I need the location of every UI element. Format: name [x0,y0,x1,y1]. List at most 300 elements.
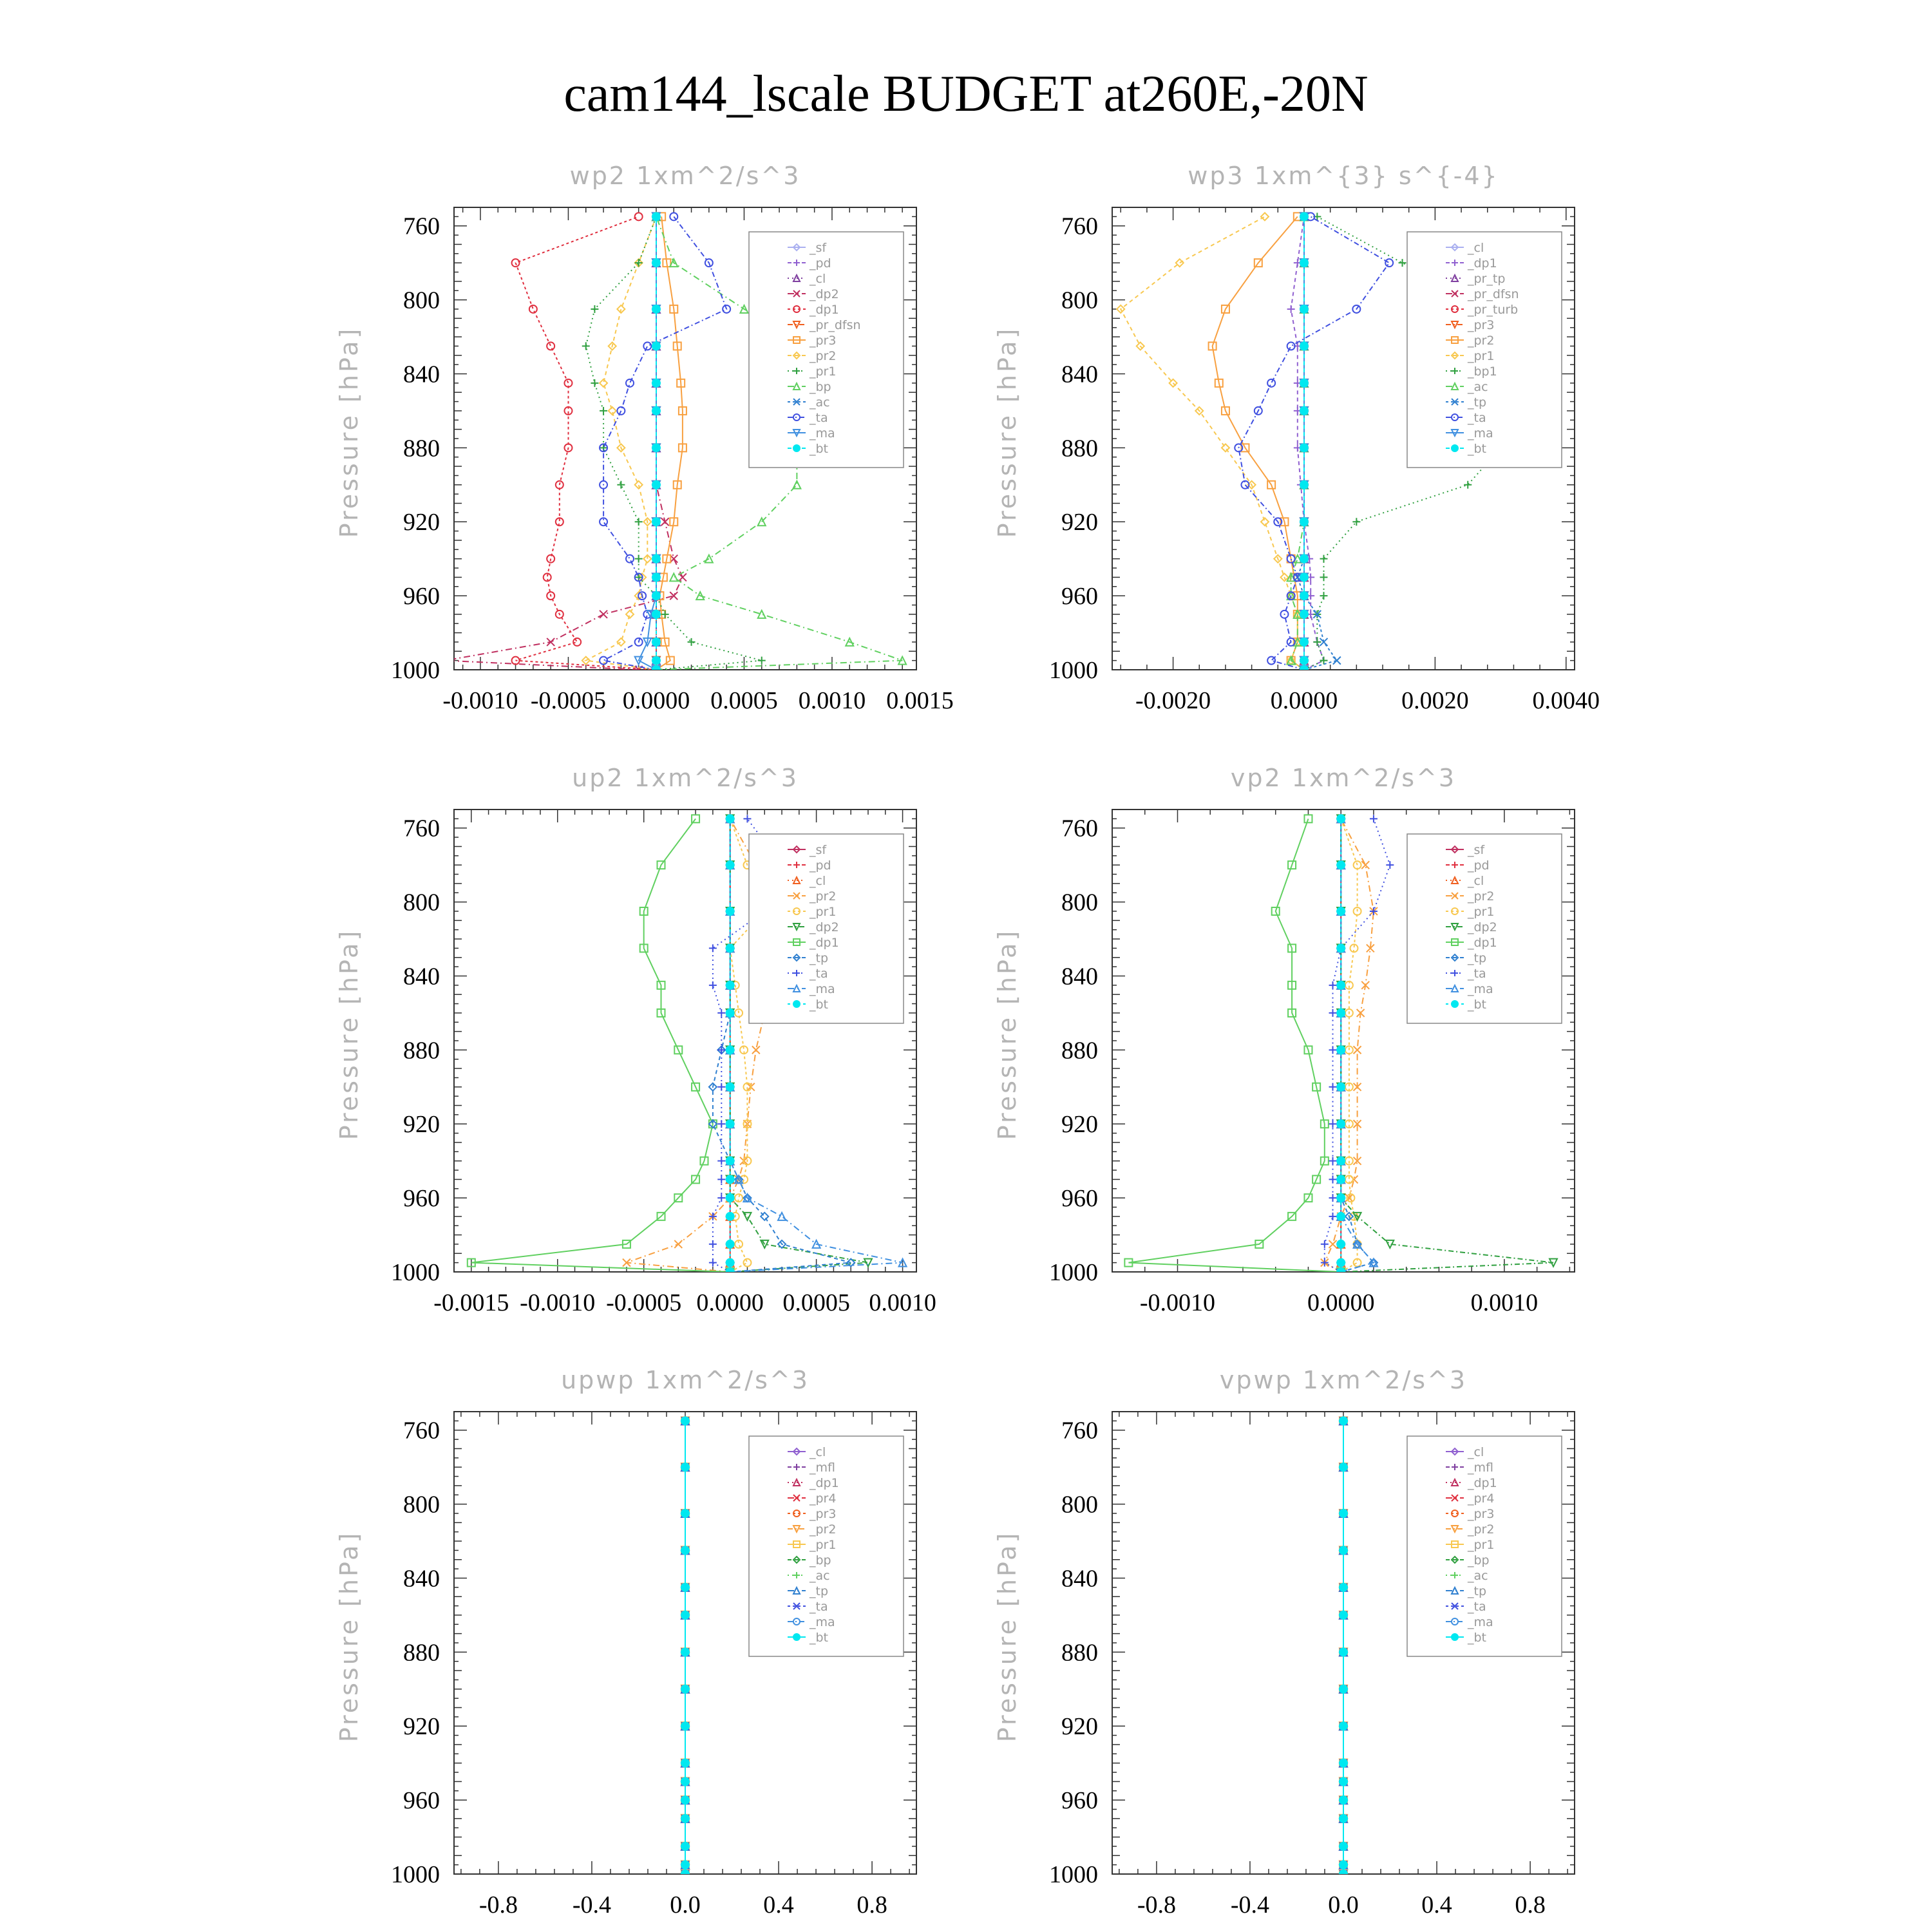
legend-label: _cl [810,1445,826,1459]
data-point [1300,481,1308,489]
data-point [1300,666,1308,674]
legend-label: _cl [1468,1445,1484,1459]
data-point [1337,1157,1345,1165]
data-point [1300,213,1308,220]
data-point [635,518,643,526]
x-tick-label: 0.4 [763,1891,794,1918]
y-tick-label: 880 [1061,435,1098,462]
data-point [441,657,449,665]
legend-label: _pd [810,858,831,873]
x-tick-label: -0.4 [572,1891,612,1918]
y-tick-label: 1000 [391,1259,440,1286]
series-bt [681,1417,689,1878]
data-point [617,481,625,489]
series-pr2 [582,213,660,674]
data-point [1340,1759,1347,1767]
data-point [681,1510,689,1517]
panel-title: vp2 1xm^2/s^3 [1230,764,1457,792]
legend-label: _bp [810,380,831,394]
y-tick-label: 920 [403,1111,440,1139]
legend-label: _mfl [1468,1461,1493,1475]
data-point [717,1175,725,1183]
legend-label: _ta [1468,1600,1486,1614]
data-point [681,1796,689,1804]
legend-label: _bp [810,1553,831,1567]
data-point [1329,1175,1337,1183]
data-point [681,1584,689,1591]
data-point [670,213,677,220]
y-tick-label: 960 [403,1787,440,1815]
legend-label: _ta [1468,411,1486,425]
data-point [1340,1584,1347,1591]
legend-label: _ac [1468,1569,1488,1583]
legend-label: _pr2 [810,889,837,904]
y-tick-label: 1000 [1049,1861,1098,1888]
legend-label: _ma [810,982,835,996]
legend-label: _tp [1468,395,1487,410]
data-point [726,1046,734,1054]
data-point [1300,611,1308,618]
data-point [652,592,660,600]
legend-label: _bp [1468,1553,1490,1567]
legend-label: _ta [810,1600,828,1614]
series-dp1 [1287,213,1328,674]
series-line [516,216,656,670]
y-tick-label: 760 [403,1417,440,1444]
x-tick-label: 0.0010 [798,687,866,714]
data-point [1261,518,1269,526]
data-point [1261,213,1269,220]
y-tick-label: 840 [1061,361,1098,388]
x-tick-label: 0.0010 [869,1289,936,1316]
data-point [1300,444,1308,451]
legend-label: _ac [810,1569,830,1583]
series-pr1 [1117,213,1308,674]
data-point [1337,981,1345,989]
legend-label: _pr1 [1468,905,1495,919]
legend-label: _pr_tp [1468,272,1506,286]
data-point [681,1842,689,1850]
legend-label: _bt [810,1631,829,1645]
data-point [1300,342,1308,350]
x-tick-label: 0.0000 [622,687,690,714]
y-tick-label: 1000 [1049,1259,1098,1286]
data-point [1337,1009,1345,1017]
data-point [681,1648,689,1656]
series-line [445,216,683,670]
y-tick-label: 960 [1061,1787,1098,1815]
data-point [1321,1240,1329,1248]
legend-label: _bt [1468,442,1487,456]
legend-label: _ma [1468,426,1493,440]
panel-title: wp2 1xm^2/s^3 [569,162,801,190]
legend-label: _pr1 [810,905,837,919]
data-point [1300,638,1308,646]
data-point [1337,1194,1345,1202]
x-tick-label: -0.0010 [1139,1289,1216,1316]
y-tick-label: 800 [403,1491,440,1519]
series-line [1325,819,1374,1272]
series-line [603,216,726,670]
y-tick-label: 800 [1061,1491,1098,1519]
y-tick-label: 1000 [391,657,440,684]
x-tick-label: 0.0 [1328,1891,1359,1918]
data-point [1340,1815,1347,1823]
data-point [652,407,660,415]
data-point [1337,1083,1345,1091]
y-tick-label: 880 [403,1639,440,1667]
data-point [626,379,634,387]
legend-label: _pr1 [810,1538,837,1552]
data-point [681,1777,689,1785]
data-point [591,379,598,387]
legend-label: _bt [810,998,829,1012]
legend-label: _pd [810,256,831,270]
x-tick-label: 0.0000 [1307,1289,1375,1316]
y-tick-label: 840 [1061,1565,1098,1593]
y-tick-label: 840 [403,1565,440,1593]
data-point [1340,1796,1347,1804]
data-point [1267,379,1275,387]
data-point [726,1240,734,1248]
y-tick-label: 920 [1061,509,1098,536]
data-point [1340,1463,1347,1471]
data-point [1340,1546,1347,1554]
y-axis-label: Pressure [hPa] [335,326,363,538]
data-point [652,573,660,581]
y-tick-label: 760 [1061,815,1098,842]
data-point [635,481,643,489]
data-point [1337,944,1345,952]
data-point [1300,379,1308,387]
series-line [471,819,730,1272]
data-point [1385,259,1393,267]
figure-title: cam144_lscale BUDGET at260E,-20N [564,66,1368,122]
data-point [717,1046,725,1054]
data-point [709,1259,717,1267]
data-point [681,1861,689,1869]
legend-label: _dp1 [1468,1476,1497,1490]
legend-marker [793,1634,800,1640]
data-point [635,213,643,220]
data-point [743,1213,751,1220]
legend-label: _ta [810,411,828,425]
x-tick-label: 0.0 [670,1891,701,1918]
legend-label: _pr2 [810,1522,837,1537]
legend-label: _mfl [810,1461,835,1475]
data-point [1287,305,1295,313]
data-point [681,1546,689,1554]
y-tick-label: 800 [1061,287,1098,314]
y-tick-label: 760 [1061,1417,1098,1444]
series-line [586,216,762,670]
data-point [652,342,660,350]
legend [1407,1436,1562,1656]
data-point [681,1815,689,1823]
series-line [1291,216,1324,670]
y-tick-label: 960 [403,1185,440,1213]
legend [749,834,904,1023]
data-point [1267,657,1275,665]
y-axis-label: Pressure [hPa] [335,928,363,1141]
x-tick-label: 0.0040 [1532,687,1600,714]
legend-label: _tp [1468,1584,1487,1598]
y-tick-label: 840 [403,963,440,990]
data-point [573,638,581,646]
data-point [1329,1009,1337,1017]
series-line [1213,216,1304,670]
data-point [709,1240,717,1248]
data-point [726,1157,734,1165]
legend-label: _pr1 [1468,349,1495,363]
data-point [681,1417,689,1425]
legend-label: _tp [1468,951,1487,965]
legend-label: _pr1 [1468,1538,1495,1552]
series-dp1 [1124,815,1345,1276]
data-point [1304,815,1312,822]
panel-title: up2 1xm^2/s^3 [572,764,799,792]
data-point [652,657,660,665]
series-group [1340,1417,1347,1878]
x-tick-label: 0.0005 [782,1289,850,1316]
legend-label: _bt [810,442,829,456]
legend-marker [1452,1634,1458,1640]
data-point [1340,1861,1347,1869]
series-dp1 [468,815,734,1276]
y-tick-label: 760 [1061,213,1098,240]
y-tick-label: 920 [403,509,440,536]
data-point [1320,573,1327,581]
x-tick-label: -0.0010 [520,1289,596,1316]
y-tick-label: 800 [403,287,440,314]
legend-label: _tp [810,951,829,965]
x-tick-label: -0.0015 [433,1289,509,1316]
data-point [758,657,766,665]
legend-label: _ac [810,395,830,410]
data-point [681,1759,689,1767]
y-tick-label: 920 [1061,1713,1098,1741]
series-pr3 [652,213,687,674]
data-point [635,259,643,267]
x-tick-label: 0.8 [857,1891,887,1918]
data-point [1300,305,1308,313]
legend [749,1436,904,1656]
y-tick-label: 760 [403,815,440,842]
data-point [1300,592,1308,600]
data-point [652,213,660,220]
x-tick-label: 0.0000 [696,1289,764,1316]
data-point [1337,1259,1345,1267]
data-point [1337,1213,1345,1220]
legend [1407,232,1562,468]
legend-marker [1452,1001,1458,1007]
legend-label: _cl [1468,874,1484,888]
x-tick-label: 0.0005 [710,687,778,714]
data-point [1337,1046,1345,1054]
series-dp2 [441,213,687,674]
data-point [652,518,660,526]
legend-label: _pr_dfsn [810,318,861,332]
data-point [1329,1120,1337,1128]
legend-label: _bt [1468,1631,1487,1645]
data-point [1340,1510,1347,1517]
panel-title: upwp 1xm^2/s^3 [561,1366,810,1394]
y-tick-label: 840 [1061,963,1098,990]
legend-label: _dp1 [810,936,839,950]
data-point [652,555,660,563]
y-tick-label: 1000 [391,1861,440,1888]
y-tick-label: 880 [403,435,440,462]
legend-label: _dp1 [810,303,839,317]
data-point [743,1259,751,1267]
panel-title: vpwp 1xm^2/s^3 [1219,1366,1468,1394]
y-tick-label: 760 [403,213,440,240]
data-point [717,1194,725,1202]
y-tick-label: 880 [403,1037,440,1065]
data-point [652,481,660,489]
data-point [743,815,751,822]
data-point [726,1120,734,1128]
data-point [652,666,660,674]
x-tick-label: -0.8 [478,1891,518,1918]
data-point [709,944,717,952]
data-point [674,1240,682,1248]
legend-label: _sf [1468,843,1485,857]
data-point [709,981,717,989]
legend-label: _ma [810,426,835,440]
legend-label: _pr1 [810,365,837,379]
data-point [717,1157,725,1165]
legend-label: _pd [1468,858,1490,873]
data-point [688,638,696,646]
legend-label: _dp1 [1468,256,1497,270]
data-point [1329,1157,1337,1165]
data-point [1352,518,1360,526]
data-point [652,379,660,387]
data-point [1300,407,1308,415]
legend-label: _pr3 [810,334,837,348]
x-tick-label: -0.0005 [530,687,607,714]
data-point [726,1213,734,1220]
legend-label: _pr3 [1468,1507,1495,1521]
y-tick-label: 920 [1061,1111,1098,1139]
data-point [1329,1213,1337,1220]
legend-label: _pr3 [810,1507,837,1521]
data-point [726,1259,734,1267]
data-point [1337,907,1345,915]
x-tick-label: -0.8 [1137,1891,1176,1918]
y-tick-label: 840 [403,361,440,388]
panel-title: wp3 1xm^{3} s^{-4} [1188,162,1499,190]
data-point [652,611,660,618]
legend-label: _cl [810,874,826,888]
data-point [1300,259,1308,267]
y-tick-label: 920 [403,1713,440,1741]
data-point [1333,657,1341,665]
data-point [1300,573,1308,581]
x-tick-label: 0.8 [1515,1891,1546,1918]
data-point [582,342,590,350]
y-tick-label: 880 [1061,1037,1098,1065]
data-point [1320,657,1327,665]
legend-label: _ma [810,1615,835,1629]
y-axis-label: Pressure [hPa] [993,1530,1021,1743]
chart-panel-3 [335,764,936,1316]
y-axis-label: Pressure [hPa] [993,326,1021,538]
data-point [1329,1046,1337,1054]
data-point [1329,1194,1337,1202]
legend-label: _dp2 [1468,920,1497,934]
data-point [1300,657,1308,665]
data-point [1340,1870,1347,1878]
x-tick-label: 0.0015 [886,687,954,714]
legend-label: _pr2 [1468,889,1495,904]
data-point [1340,1722,1347,1730]
data-point [529,305,537,313]
series-pr1 [582,213,766,674]
series-line [1298,216,1337,670]
chart-panel-2 [993,162,1600,714]
x-tick-label: -0.0010 [442,687,518,714]
legend-label: _ta [1468,967,1486,981]
data-point [726,907,734,915]
data-point [717,1009,725,1017]
x-tick-label: 0.0020 [1401,687,1469,714]
series-tp [1294,213,1341,674]
data-point [726,1175,734,1183]
data-point [626,555,634,563]
data-point [726,981,734,989]
legend-label: _ma [1468,1615,1493,1629]
data-point [1386,861,1394,869]
legend-label: _dp1 [810,1476,839,1490]
data-point [778,1213,786,1220]
series-dp1 [512,213,660,674]
legend-label: _pr4 [1468,1492,1495,1506]
data-point [681,1685,689,1693]
data-point [617,638,625,646]
data-point [600,611,607,618]
data-point [670,573,677,581]
data-point [1340,1611,1347,1619]
data-point [681,1463,689,1471]
x-tick-label: 0.0000 [1270,687,1338,714]
data-point [1370,815,1378,822]
legend-label: _ac [1468,380,1488,394]
data-point [1320,555,1327,563]
x-tick-label: -0.0020 [1135,687,1211,714]
chart-panel-4 [993,764,1575,1316]
data-point [1313,638,1321,646]
data-point [793,481,800,489]
data-point [652,638,660,646]
data-point [1337,1268,1345,1276]
series-ta [600,213,730,674]
data-point [726,861,734,869]
series-line [1121,216,1304,670]
series-line [1128,819,1341,1272]
data-point [726,1194,734,1202]
y-tick-label: 1000 [1049,657,1098,684]
data-point [670,592,677,600]
data-point [1340,1648,1347,1656]
chart-panel-6 [993,1366,1575,1918]
series-line [639,216,656,670]
data-point [1337,1120,1345,1128]
legend-label: _cl [810,272,826,286]
data-point [681,1722,689,1730]
panels [335,162,1600,1918]
